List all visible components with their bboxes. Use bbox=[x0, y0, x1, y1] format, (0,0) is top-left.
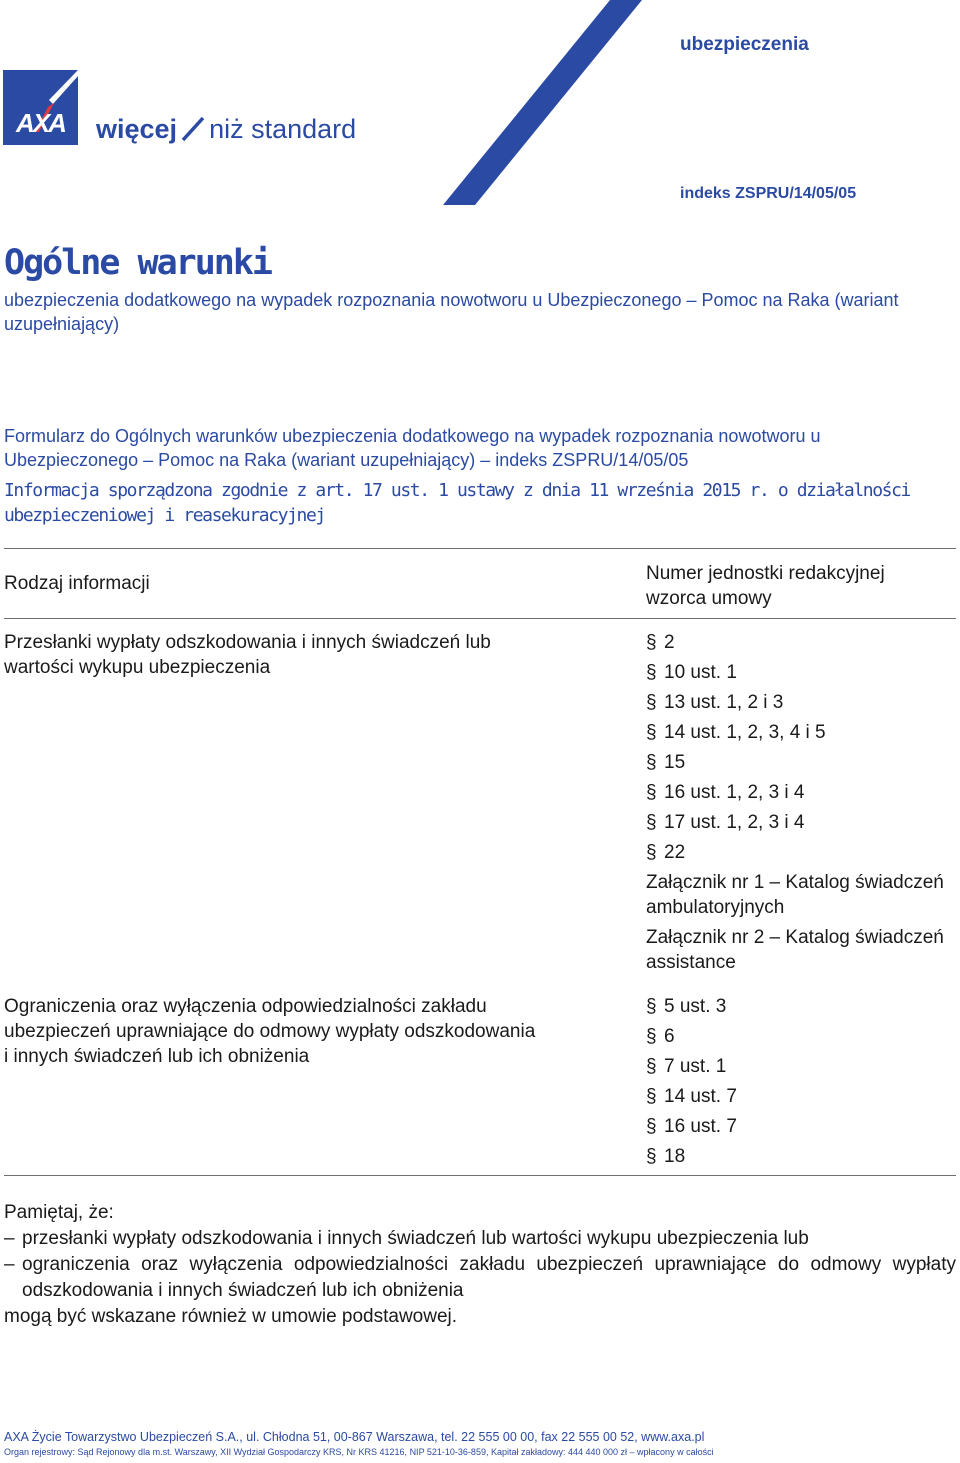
list-item: § 18 bbox=[646, 1146, 686, 1167]
list-item: § 5 ust. 3 bbox=[646, 996, 727, 1017]
attachment-item: Załącznik nr 2 – Katalog świadczeń assistance bbox=[646, 927, 944, 973]
list-item: § 6 bbox=[646, 1026, 675, 1047]
index-label: indeks ZSPRU/14/05/05 bbox=[680, 185, 857, 202]
list-item: § 10 ust. 1 bbox=[646, 662, 737, 683]
remember-item: – ograniczenia oraz wyłączenia odpowiedzialności zakładu ubezpieczeń uprawniające do odmowy wypłaty odszkodowania i innych świadczeń lub ich obniżenia bbox=[4, 1254, 956, 1301]
form-title: Formularz do Ogólnych warunków ubezpieczenia dodatkowego na wypadek rozpoznania nowotworu u Ubezpieczonego – Pomoc na Raka (wariant uzupełniający) – indeks ZSPRU/14/05/05 bbox=[4, 426, 821, 470]
tagline bbox=[96, 112, 356, 146]
remember-item: – przesłanki wypłaty odszkodowania i innych świadczeń lub wartości wykupu ubezpieczenia lub bbox=[4, 1228, 809, 1249]
slash-icon bbox=[179, 116, 207, 142]
attachment-item: Załącznik nr 1 – Katalog świadczeń ambulatoryjnych bbox=[646, 872, 944, 918]
tagline-rest: niż standard bbox=[209, 114, 357, 144]
brand-stripe bbox=[430, 0, 690, 205]
table-header-rule bbox=[4, 618, 956, 619]
list-item: § 2 bbox=[646, 632, 675, 653]
column-header-number: Numer jednostki redakcyjnej wzorca umowy bbox=[646, 563, 885, 609]
form-legal-basis: Informacja sporządzona zgodnie z art. 17 ust. 1 ustawy z dnia 11 września 2015 r. o działalności ubezpieczeniowej i reasekuracyjnej bbox=[4, 480, 910, 526]
list-item: § 22 bbox=[646, 842, 686, 863]
document-subtitle: ubezpieczenia dodatkowego na wypadek rozpoznania nowotworu u Ubezpieczonego – Pomoc na Raka (wariant uzupełniający) bbox=[4, 290, 899, 334]
ref-list-conditions bbox=[646, 630, 946, 980]
footer-registry-info: Organ rejestrowy: Sąd Rejonowy dla m.st. Warszawy, XII Wydział Gospodarczy KRS, Nr KRS 41216, NIP 521-10-36-859, Kapitał zakładowy: 444 440 000 zł – wpłacony w całości bbox=[4, 1447, 714, 1457]
remember-intro: Pamiętaj, że: bbox=[4, 1202, 114, 1223]
list-item: § 17 ust. 1, 2, 3 i 4 bbox=[646, 812, 805, 833]
logo-text: AXA bbox=[16, 108, 65, 138]
row-label-exclusions: Ograniczenia oraz wyłączenia odpowiedzialności zakładu ubezpieczeń uprawniające do odmowy wypłaty odszkodowania i innych świadczeń lub ich obniżenia bbox=[4, 996, 536, 1067]
list-item: § 7 ust. 1 bbox=[646, 1056, 727, 1077]
axa-logo bbox=[3, 70, 78, 145]
row-label-conditions: Przesłanki wypłaty odszkodowania i innych świadczeń lub wartości wykupu ubezpieczenia bbox=[4, 632, 491, 678]
list-item: § 14 ust. 7 bbox=[646, 1086, 737, 1107]
list-item: § 15 bbox=[646, 752, 686, 773]
list-item: § 14 ust. 1, 2, 3, 4 i 5 bbox=[646, 722, 826, 743]
list-item: § 16 ust. 1, 2, 3 i 4 bbox=[646, 782, 805, 803]
category-label: ubezpieczenia bbox=[680, 34, 809, 55]
remember-section bbox=[4, 1200, 956, 1330]
list-item: § 13 ust. 1, 2 i 3 bbox=[646, 692, 784, 713]
list-item: § 16 ust. 7 bbox=[646, 1116, 737, 1137]
ref-list-exclusions bbox=[646, 994, 737, 1174]
footer-company-info: AXA Życie Towarzystwo Ubezpieczeń S.A., ul. Chłodna 51, 00-867 Warszawa, tel. 22 555 00 00, fax 22 555 00 52, www.axa.pl bbox=[4, 1430, 705, 1444]
tagline-bold: więcej bbox=[96, 114, 178, 144]
remember-outro: mogą być wskazane również w umowie podstawowej. bbox=[4, 1306, 458, 1327]
table-bottom-rule bbox=[4, 1175, 956, 1176]
column-header-type: Rodzaj informacji bbox=[4, 573, 150, 594]
document-title: Ogólne warunki bbox=[4, 243, 272, 283]
table-top-rule bbox=[4, 548, 956, 549]
